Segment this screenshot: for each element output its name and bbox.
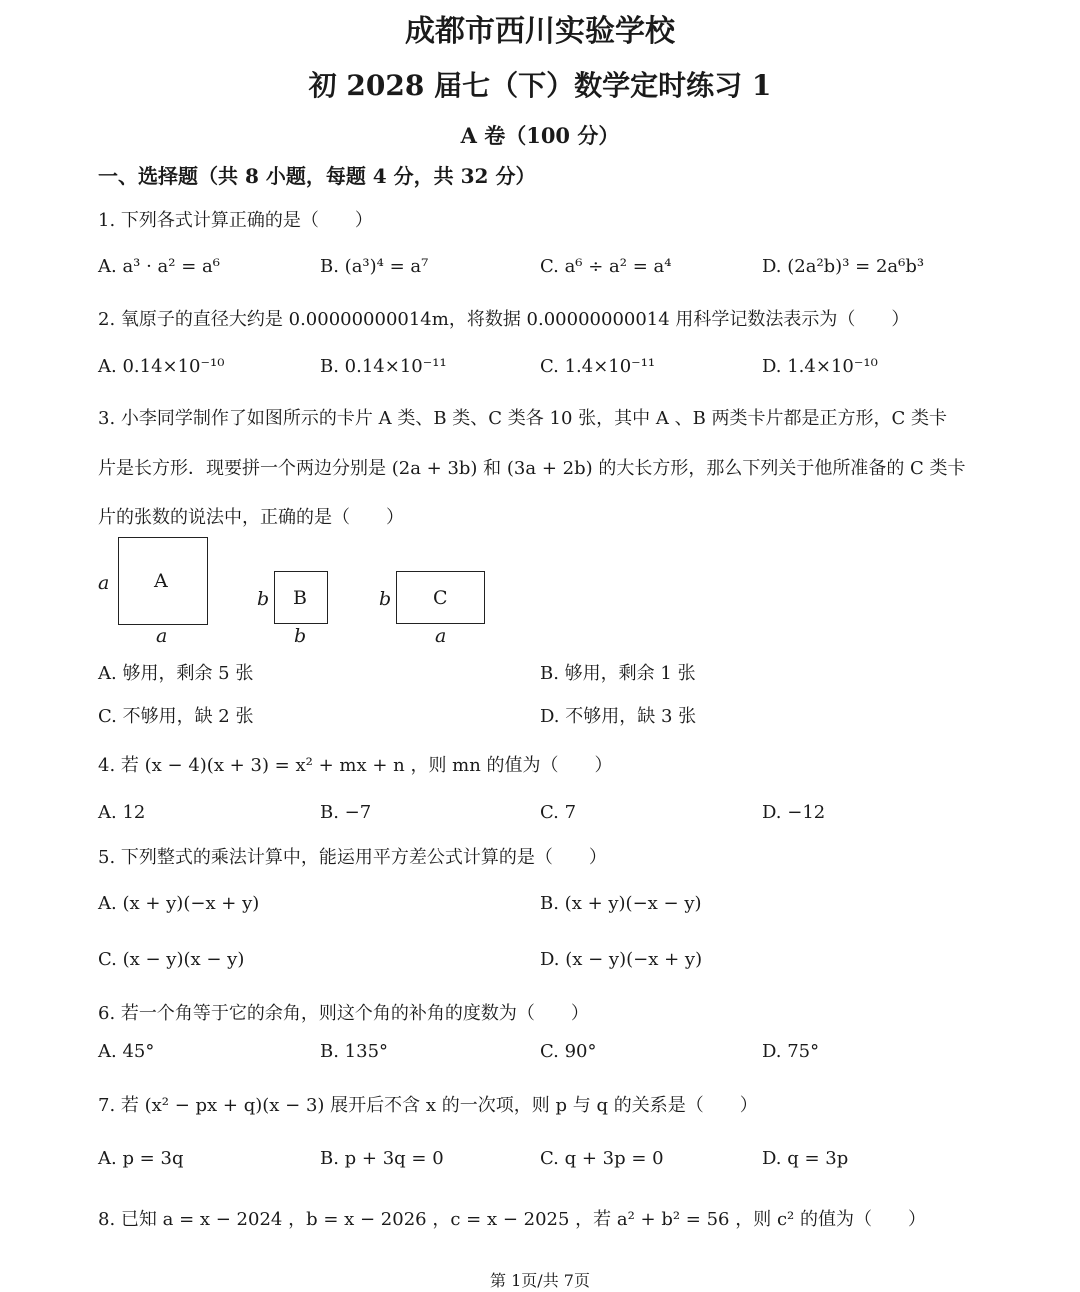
- question-8-stem: 8. 已知 a = x − 2024 ，b = x − 2026 ，c = x − 2025 ，若 a² + b² = 56 ，则 c² 的值为（ ）: [98, 1209, 926, 1230]
- q3-option-c: C. 不够用，缺 2 张: [98, 706, 254, 727]
- question-3-stem-line-2: 片是长方形．现要拼一个两边分别是 (2a + 3b) 和 (3a + 2b) 的大长方形，那么下列关于他所准备的 C 类卡: [98, 458, 966, 479]
- card-a-side-bottom: a: [156, 625, 168, 647]
- question-1-stem: 1. 下列各式计算正确的是（ ）: [98, 210, 373, 231]
- q5-option-b: B. (x + y)(−x − y): [540, 893, 702, 914]
- question-3-stem-line-3: 片的张数的说法中，正确的是（ ）: [98, 507, 404, 528]
- card-c-side-bottom: a: [435, 625, 447, 647]
- question-3-stem-line-1: 3. 小李同学制作了如图所示的卡片 A 类、B 类、C 类各 10 张，其中 A 、B 两类卡片都是正方形，C 类卡: [98, 408, 948, 429]
- q6-option-b: B. 135°: [320, 1041, 389, 1062]
- q4-option-a: A. 12: [98, 802, 146, 823]
- q7-option-d: D. q = 3p: [762, 1148, 849, 1169]
- q7-option-a: A. p = 3q: [98, 1148, 184, 1169]
- card-c-side-left: b: [379, 588, 392, 610]
- q4-option-c: C. 7: [540, 802, 577, 823]
- q2-option-d: D. 1.4×10⁻¹⁰: [762, 356, 878, 377]
- q7-option-c: C. q + 3p = 0: [540, 1148, 664, 1169]
- q5-option-d: D. (x − y)(−x + y): [540, 949, 703, 970]
- card-a-label: A: [154, 570, 168, 592]
- q2-option-a: A. 0.14×10⁻¹⁰: [98, 356, 225, 377]
- q3-option-a: A. 够用，剩余 5 张: [98, 663, 254, 684]
- q2-option-b: B. 0.14×10⁻¹¹: [320, 356, 447, 377]
- page-number: 第 1页/共 7页: [490, 1271, 590, 1290]
- q7-option-b: B. p + 3q = 0: [320, 1148, 444, 1169]
- exam-title: 初 2028 届七（下）数学定时练习 1: [308, 69, 772, 102]
- q1-option-a: A. a³ · a² = a⁶: [98, 256, 220, 277]
- question-5-stem: 5. 下列整式的乘法计算中，能运用平方差公式计算的是（ ）: [98, 847, 607, 868]
- card-b: [274, 571, 328, 624]
- card-a: [118, 537, 208, 625]
- school-name: 成都市西川实验学校: [405, 14, 675, 49]
- q1-option-c: C. a⁶ ÷ a² = a⁴: [540, 256, 672, 277]
- q1-option-d: D. (2a²b)³ = 2a⁶b³: [762, 256, 925, 277]
- q4-option-b: B. −7: [320, 802, 372, 823]
- card-b-side-bottom: b: [294, 625, 307, 647]
- q3-option-d: D. 不够用，缺 3 张: [540, 706, 697, 727]
- card-c-label: C: [433, 587, 448, 609]
- q6-option-c: C. 90°: [540, 1041, 597, 1062]
- question-6-stem: 6. 若一个角等于它的余角，则这个角的补角的度数为（ ）: [98, 1003, 589, 1024]
- card-b-side-left: b: [257, 588, 270, 610]
- card-b-label: B: [293, 587, 307, 609]
- question-7-stem: 7. 若 (x² − px + q)(x − 3) 展开后不含 x 的一次项，则 p 与 q 的关系是（ ）: [98, 1095, 758, 1116]
- q6-option-d: D. 75°: [762, 1041, 820, 1062]
- q2-option-c: C. 1.4×10⁻¹¹: [540, 356, 656, 377]
- question-2-stem: 2. 氧原子的直径大约是 0.00000000014m，将数据 0.00000000014 用科学记数法表示为（ ）: [98, 309, 910, 330]
- q5-option-c: C. (x − y)(x − y): [98, 949, 245, 970]
- question-4-stem: 4. 若 (x − 4)(x + 3) = x² + mx + n ，则 mn 的值为（ ）: [98, 755, 613, 776]
- q6-option-a: A. 45°: [98, 1041, 155, 1062]
- section-heading: 一、选择题（共 8 小题，每题 4 分，共 32 分）: [98, 164, 536, 188]
- card-a-side-left: a: [98, 572, 110, 594]
- q1-option-b: B. (a³)⁴ = a⁷: [320, 256, 429, 277]
- card-c: [396, 571, 485, 624]
- volume-title: A 卷（100 分）: [460, 123, 620, 148]
- q4-option-d: D. −12: [762, 802, 826, 823]
- q5-option-a: A. (x + y)(−x + y): [98, 893, 260, 914]
- q3-option-b: B. 够用，剩余 1 张: [540, 663, 696, 684]
